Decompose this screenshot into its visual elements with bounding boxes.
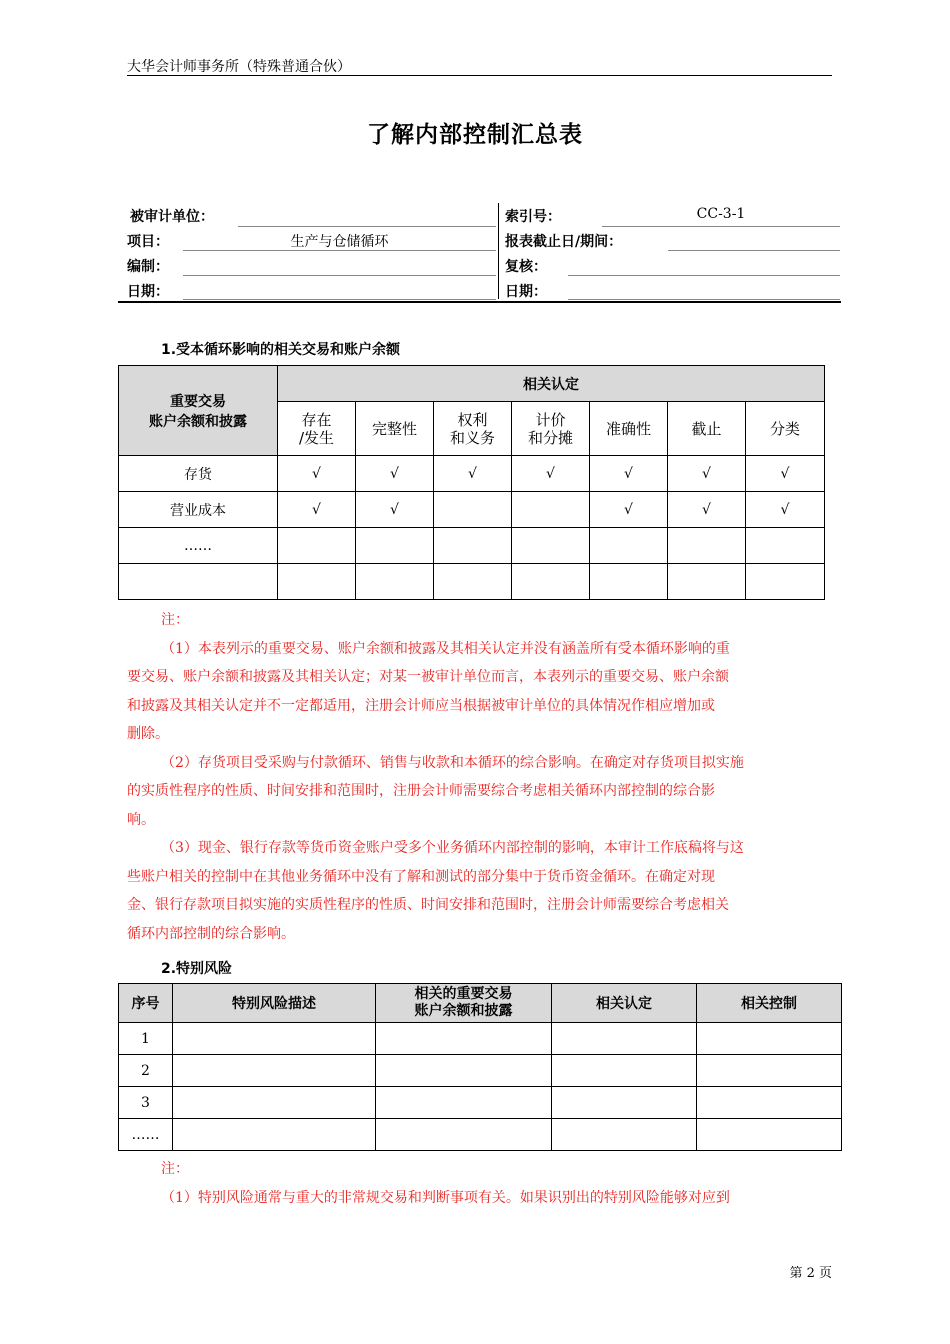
empty-cell[interactable] xyxy=(697,1055,842,1087)
note3-line: 金、银行存款项目拟实施的实质性程序的性质、时间安排和范围时，注册会计师需要综合考虑相关 xyxy=(127,897,729,913)
report-date-underline xyxy=(668,250,840,251)
note3-line: 循环内部控制的综合影响。 xyxy=(127,925,295,942)
empty-cell[interactable] xyxy=(173,1087,376,1119)
date-left-underline xyxy=(183,299,496,300)
check-mark: √ xyxy=(278,492,356,528)
empty-cell[interactable] xyxy=(434,564,512,600)
empty-cell[interactable] xyxy=(552,1087,697,1119)
header-desc: 特别风险描述 xyxy=(173,984,376,1023)
empty-cell[interactable] xyxy=(746,528,825,564)
check-mark xyxy=(512,492,590,528)
empty-cell[interactable] xyxy=(278,564,356,600)
assertion-col-6 xyxy=(746,402,825,456)
notes2-line: （1）特别风险通常与重大的非常规交易和判断事项有关。如果识别出的特别风险能够对应到 xyxy=(161,1189,730,1206)
index-underline xyxy=(602,226,840,227)
reviewed-label: 复核： xyxy=(505,259,547,275)
prepared-label: 编制： xyxy=(127,259,169,275)
empty-cell[interactable] xyxy=(512,564,590,600)
notes2-heading: 注： xyxy=(161,1161,189,1177)
assertion-col-2 xyxy=(434,402,512,456)
empty-cell[interactable] xyxy=(173,1119,376,1151)
audited-unit-underline xyxy=(238,226,496,227)
empty-cell[interactable] xyxy=(376,1119,552,1151)
header-rule xyxy=(127,75,832,76)
empty-cell[interactable] xyxy=(590,528,668,564)
header-main-cell xyxy=(119,366,278,456)
assertion-col-2-line1: 权利 xyxy=(457,410,488,429)
assertion-col-4 xyxy=(590,402,668,456)
date-right-underline xyxy=(568,299,840,300)
table-row xyxy=(119,492,825,528)
table-row xyxy=(119,1055,842,1087)
empty-cell[interactable] xyxy=(434,528,512,564)
page-title: 了解内部控制汇总表 xyxy=(367,121,583,148)
assertion-col-2-line2: 和义务 xyxy=(449,428,495,447)
note2-line: 的实质性程序的性质、时间安排和范围时，注册会计师需要综合考虑相关循环内部控制的综合影 xyxy=(127,783,715,799)
empty-cell[interactable] xyxy=(356,528,434,564)
check-mark xyxy=(434,492,512,528)
row-name: 营业成本 xyxy=(119,492,278,528)
assertion-col-1-line1: 完整性 xyxy=(371,419,417,438)
section1-title: 1.受本循环影响的相关交易和账户余额 xyxy=(161,342,401,358)
assertion-col-0 xyxy=(278,402,356,456)
info-bottom-rule xyxy=(118,301,841,303)
assertion-col-0-line2: /发生 xyxy=(298,428,335,447)
check-mark: √ xyxy=(512,456,590,492)
date-right-label: 日期： xyxy=(505,284,547,300)
header-control: 相关控制 xyxy=(697,984,842,1023)
assertion-col-3 xyxy=(512,402,590,456)
header-group-cell: 相关认定 xyxy=(278,366,825,402)
row-seq: 1 xyxy=(119,1023,173,1055)
notes1-heading: 注： xyxy=(161,612,189,628)
assertion-col-1 xyxy=(356,402,434,456)
row-seq: …… xyxy=(119,1119,173,1151)
header-main-line2: 账户余额和披露 xyxy=(149,413,247,430)
note1-line: 和披露及其相关认定并不一定都适用，注册会计师应当根据被审计单位的具体情况作相应增加或 xyxy=(127,697,715,714)
header-seq: 序号 xyxy=(119,984,173,1023)
table-row xyxy=(119,1087,842,1119)
empty-cell[interactable] xyxy=(278,528,356,564)
notes2-block xyxy=(127,1155,837,1212)
special-risk-table xyxy=(118,983,842,1151)
empty-cell[interactable] xyxy=(668,528,746,564)
row-seq: 2 xyxy=(119,1055,173,1087)
check-mark: √ xyxy=(356,492,434,528)
assertion-col-6-line1: 分类 xyxy=(770,419,801,438)
empty-cell[interactable] xyxy=(173,1055,376,1087)
index-label: 索引号： xyxy=(505,209,561,225)
empty-cell[interactable] xyxy=(376,1023,552,1055)
note1-line: （1）本表列示的重要交易、账户余额和披露及其相关认定并没有涵盖所有受本循环影响的重 xyxy=(161,640,730,657)
row-name[interactable] xyxy=(119,564,278,600)
assertion-col-5-line1: 截止 xyxy=(691,419,722,438)
table-row xyxy=(119,456,825,492)
empty-cell[interactable] xyxy=(552,1119,697,1151)
empty-cell[interactable] xyxy=(668,564,746,600)
empty-cell[interactable] xyxy=(376,1055,552,1087)
note2-line: （2）存货项目受采购与付款循环、销售与收款和本循环的综合影响。在确定对存货项目拟实施 xyxy=(161,754,744,771)
prepared-underline xyxy=(183,275,496,276)
empty-cell[interactable] xyxy=(590,564,668,600)
empty-cell[interactable] xyxy=(697,1119,842,1151)
header-assertion: 相关认定 xyxy=(552,984,697,1023)
row-name: …… xyxy=(119,528,278,564)
project-value[interactable]: 生产与仓储循环 xyxy=(290,234,389,250)
check-mark: √ xyxy=(434,456,512,492)
report-date-label: 报表截止日/期间： xyxy=(505,234,623,250)
empty-cell[interactable] xyxy=(697,1023,842,1055)
note3-line: 些账户相关的控制中在其他业务循环中没有了解和测试的部分集中于货币资金循环。在确定对现 xyxy=(127,868,715,885)
empty-cell[interactable] xyxy=(173,1023,376,1055)
date-left-label: 日期： xyxy=(127,284,169,300)
header-main-line1: 重要交易 xyxy=(170,393,226,410)
firm-name: 大华会计师事务所（特殊普通合伙） xyxy=(127,59,351,75)
project-underline xyxy=(183,250,496,251)
empty-cell[interactable] xyxy=(746,564,825,600)
table-row xyxy=(119,564,825,600)
check-mark: √ xyxy=(668,456,746,492)
table-row xyxy=(119,528,825,564)
assertion-col-3-line2: 和分摊 xyxy=(527,428,573,447)
header-related xyxy=(376,984,552,1023)
section2-title: 2.特别风险 xyxy=(161,961,233,977)
check-mark: √ xyxy=(746,492,825,528)
header-related-line1: 相关的重要交易 xyxy=(414,986,513,1002)
check-mark: √ xyxy=(746,456,825,492)
assertions-table xyxy=(118,365,825,600)
row-name: 存货 xyxy=(119,456,278,492)
page-number: 第 2 页 xyxy=(789,1266,832,1281)
assertion-col-4-line1: 准确性 xyxy=(605,419,651,438)
assertion-col-0-line1: 存在 xyxy=(301,410,332,429)
table-row xyxy=(119,1119,842,1151)
empty-cell[interactable] xyxy=(356,564,434,600)
info-divider xyxy=(498,203,499,299)
note1-line: 要交易、账户余额和披露及其相关认定；对某一被审计单位而言，本表列示的重要交易、账户余额 xyxy=(127,669,729,685)
check-mark: √ xyxy=(356,456,434,492)
empty-cell[interactable] xyxy=(512,528,590,564)
empty-cell[interactable] xyxy=(552,1055,697,1087)
notes1-block xyxy=(127,606,837,948)
note3-line: （3）现金、银行存款等货币资金账户受多个业务循环内部控制的影响，本审计工作底稿将与这 xyxy=(161,840,744,856)
note1-line: 删除。 xyxy=(127,726,169,742)
reviewed-underline xyxy=(568,275,840,276)
audited-unit-label: 被审计单位： xyxy=(130,209,214,225)
check-mark: √ xyxy=(590,492,668,528)
empty-cell[interactable] xyxy=(376,1087,552,1119)
empty-cell[interactable] xyxy=(697,1087,842,1119)
table-row xyxy=(119,1023,842,1055)
assertion-col-5 xyxy=(668,402,746,456)
project-label: 项目： xyxy=(127,234,169,250)
check-mark: √ xyxy=(590,456,668,492)
index-value[interactable]: CC-3-1 xyxy=(696,206,746,222)
row-seq: 3 xyxy=(119,1087,173,1119)
check-mark: √ xyxy=(668,492,746,528)
empty-cell[interactable] xyxy=(552,1023,697,1055)
check-mark: √ xyxy=(278,456,356,492)
header-related-line2: 账户余额和披露 xyxy=(414,1003,513,1019)
note2-line: 响。 xyxy=(127,811,155,828)
assertion-col-3-line1: 计价 xyxy=(535,410,566,429)
